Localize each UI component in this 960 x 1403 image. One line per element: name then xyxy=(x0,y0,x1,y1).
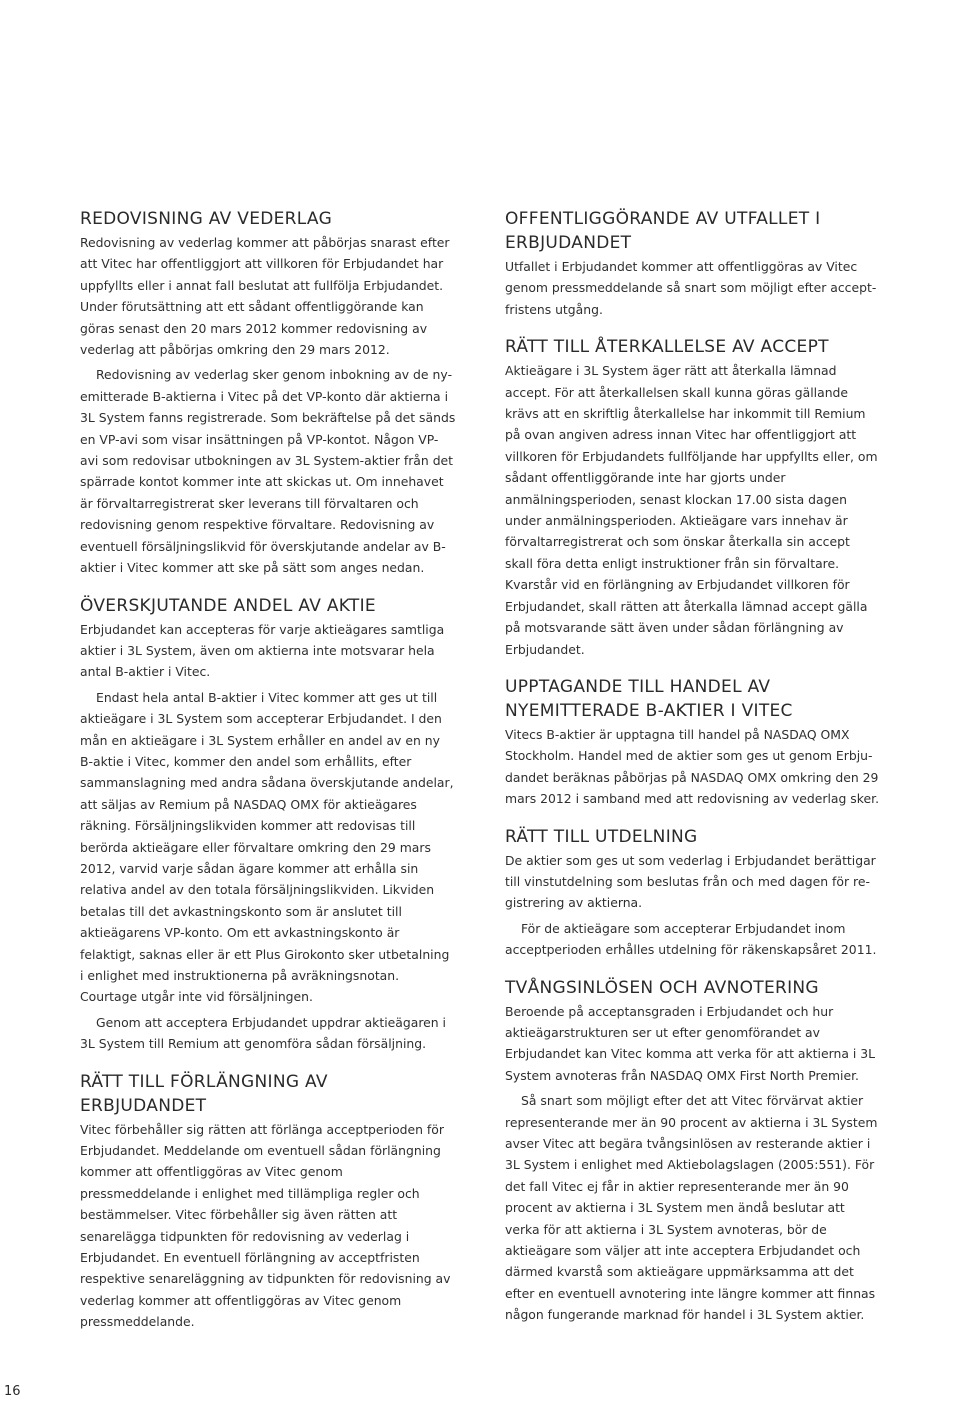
paragraph: Aktieägare i 3L System äger rätt att återkalla lämnad accept. För att återkallelsen skall kunna göras gällande krävs att en skriftlig återkallelse har inkommit till Remium på ovan angiven adress innan Vitec har offentliggjort att villkoren för Erbjudandets fullföljande har uppfyllts eller, om sådant offentliggörande inte har gjorts under anmälningsperioden, senast klockan 17.00 sista dagen under anmälningsperioden. Aktieägare vars innehav är förvaltarregistrerat och som önskar återkalla sin accept skall föra detta enligt instruktioner från sin förvaltare. Kvarstår vid en förlängning av Erbjudandet villkoren för Erbjudandet, skall rätten att återkalla lämnad accept gälla på motsvarande sätt även under sådan förlängning av Erbjudandet. xyxy=(505,363,878,657)
paragraph: Redovisning av vederlag kommer att påbörjas snarast efter att Vitec har offentliggjort att villkoren för Erbjudandet har uppfyllts eller i annat fall beslutat att fullfölja Erbjudandet. Under förutsättning att ett sådant offentliggörande kan göras senast den 20 mars 2012 kommer redovisning av vederlag att påbörjas omkring den 29 mars 2012. xyxy=(80,235,450,358)
right-column xyxy=(505,207,881,1326)
section-offentliggorande-av-utfallet xyxy=(505,207,881,320)
paragraph: Endast hela antal B-aktier i Vitec kommer att ges ut till aktieägare i 3L System som accepterar Erbjudandet. I den mån en aktieägare i 3L System erhåller en andel av en ny B-aktie i Vitec, kommer den andel som erhållits, efter sammanslagning med andra sådana överskjutande andelar, att säljas av Remium på NASDAQ OMX för aktieägares räkning. Försäljningslikviden kommer att redovisas till berörda aktieägare eller förvaltare omkring den 29 mars 2012, varvid varje sådan ägare kommer att erhålla sin relativa andel av den totala försäljningslikviden. Likviden betalas till det avkastningskonto som är anslutet till aktieägarens VP-konto. Om ett avkastningskonto är felaktigt, saknas eller är ett Plus Girokonto sker utbetalning i enlighet med instruktionerna på avräkningsnotan. Courtage utgår inte vid försäljningen. xyxy=(80,689,454,1005)
section-heading: TVÅNGSINLÖSEN OCH AVNOTERING xyxy=(505,977,819,998)
section-ratt-till-aterkallelse xyxy=(505,335,881,660)
paragraph: För de aktieägare som accepterar Erbjudandet inom acceptperioden erhålles utdelning för räkenskapsåret 2011. xyxy=(505,920,877,958)
paragraph: Vitecs B-aktier är upptagna till handel på NASDAQ OMX Stockholm. Handel med de aktier som ges ut genom Erbjudandet beräknas påbörjas på NASDAQ OMX omkring den 29 mars 2012 i samband med att redovisning av vederlag sker. xyxy=(505,726,880,807)
paragraph: Utfallet i Erbjudandet kommer att offentliggöras av Vitec genom pressmeddelande så snart som möjligt efter acceptfristens utgång. xyxy=(505,259,877,317)
left-column xyxy=(80,207,456,1333)
section-heading: RÄTT TILL FÖRLÄNGNING AV ERBJUDANDET xyxy=(80,1071,328,1116)
section-overskjutande-andel xyxy=(80,594,456,1055)
section-heading: REDOVISNING AV VEDERLAG xyxy=(80,209,333,229)
paragraph: Så snart som möjligt efter det att Vitec förvärvat aktier representerande mer än 90 procent av aktierna i 3L System avser Vitec att begära tvångsinlösen av resterande aktier i 3L System i enlighet med Aktiebolagslagen (2005:551). För det fall Vitec ej får in aktier representerande mer än 90 procent av aktierna i 3L System men ändå beslutar att verka för att aktierna i 3L System avnoteras, bör de aktieägare som väljer att inte acceptera Erbjudandet och därmed kvarstå som aktieägare uppmärksamma att det efter en eventuell avnotering inte längre kommer att finnas någon fungerande marknad för handel i 3L System aktier. xyxy=(505,1093,878,1323)
section-heading: RÄTT TILL UTDELNING xyxy=(505,826,698,847)
section-heading: RÄTT TILL ÅTERKALLELSE AV ACCEPT xyxy=(505,337,829,358)
section-heading: OFFENTLIGGÖRANDE AV UTFALLET I ERBJUDANDET xyxy=(505,209,821,253)
paragraph: Beroende på acceptansgraden i Erbjudandet och hur aktieägarstrukturen ser ut efter genomförandet av Erbjudandet kan Vitec komma att verka för att aktierna i 3L System avnoteras från NASDAQ OMX First North Premier. xyxy=(505,1003,876,1083)
page-number: 16 xyxy=(4,1384,21,1399)
paragraph: Erbjudandet kan accepteras för varje aktieägares samtliga aktier i 3L System, även om aktierna inte motsvarar hela antal B-aktier i Vitec. xyxy=(80,621,445,680)
paragraph: De aktier som ges ut som vederlag i Erbjudandet berättigar till vinstutdelning som beslutas från och med dagen för registrering av aktierna. xyxy=(505,852,876,911)
section-tvangsinlosen-och-avnotering xyxy=(505,976,881,1326)
section-heading: ÖVERSKJUTANDE ANDEL AV AKTIE xyxy=(80,595,376,616)
paragraph: Vitec förbehåller sig rätten att förlänga acceptperioden för Erbjudandet. Meddelande om eventuell sådan förlängning kommer att offentliggöras av Vitec genom pressmeddelande i enlighet med tillämpliga regler och bestämmelser. Vitec förbehåller sig även rätten att senarelägga tidpunkten för redovisning av vederlag i Erbjudandet. En eventuell förlängning av acceptfristen respektive senareläggning av tidpunkten för redovisning av vederlag kommer att offentliggöras av Vitec genom pressmeddelande. xyxy=(80,1121,451,1330)
paragraph: Redovisning av vederlag sker genom inbokning av de nyemitterade B-aktierna i Vitec på det VP-konto där aktierna i 3L System fanns registrerade. Som bekräftelse på det sänds en VP-avi som visar insättningen på VP-kontot. Någon VP-avi som redovisar utbokningen av 3L System-aktier från det spärrade kontot kommer inte att skickas ut. Om innehavet är förvaltarregistrerat sker leverans till förvaltaren och redovisning genom respektive förvaltare. Redovisning av eventuell försäljningslikvid för överskjutande andelar av B-aktier i Vitec kommer att ske på sätt som anges nedan. xyxy=(80,367,456,576)
section-heading: UPPTAGANDE TILL HANDEL AV NYEMITTERADE B-AKTIER I VITEC xyxy=(505,676,793,721)
section-redovisning-av-vederlag xyxy=(80,207,456,579)
section-ratt-till-utdelning xyxy=(505,825,881,961)
paragraph: Genom att acceptera Erbjudandet uppdrar aktieägaren i 3L System till Remium att genomföra sådan försäljning. xyxy=(80,1014,446,1052)
section-ratt-till-forlangning xyxy=(80,1070,456,1333)
section-upptagande-till-handel xyxy=(505,675,881,810)
